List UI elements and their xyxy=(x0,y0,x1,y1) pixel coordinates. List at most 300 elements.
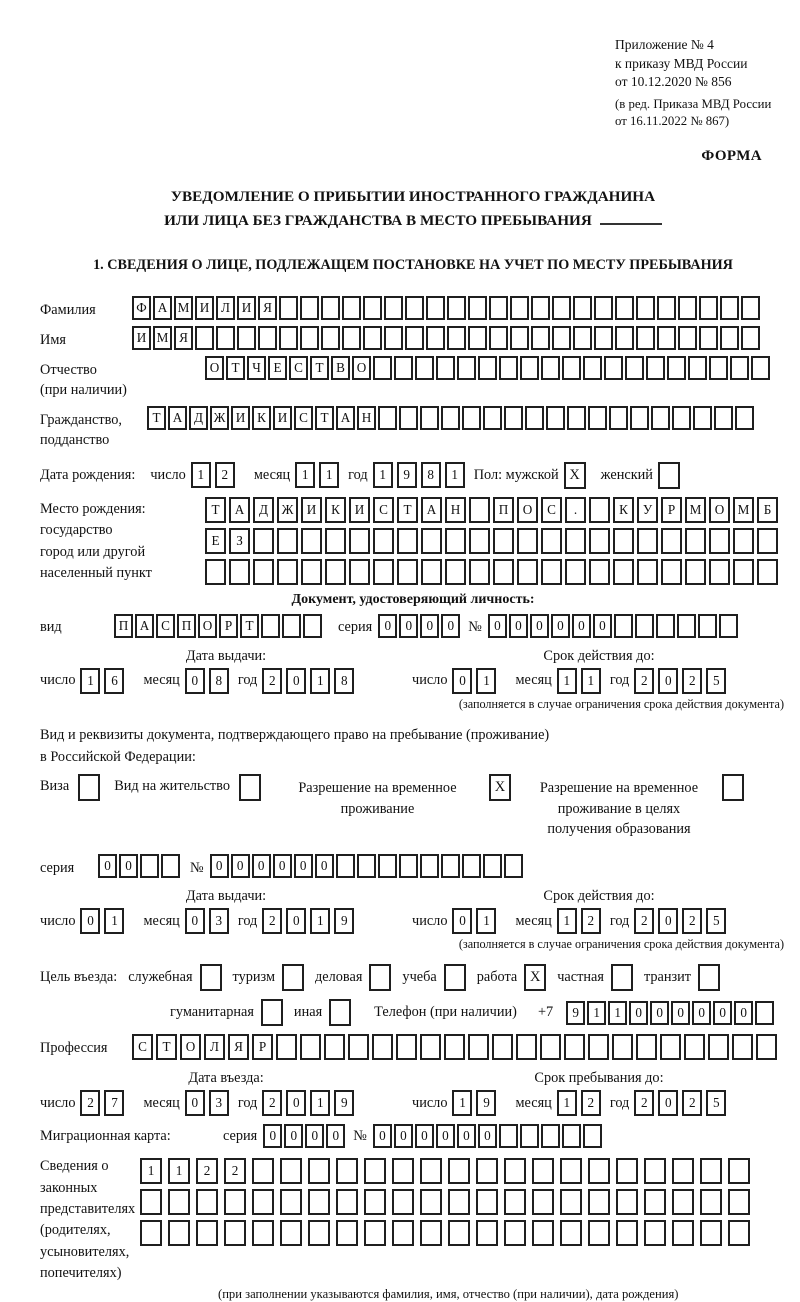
char-box[interactable] xyxy=(657,326,676,350)
char-box[interactable]: П xyxy=(114,614,133,638)
char-box[interactable] xyxy=(733,528,754,554)
char-box[interactable]: К xyxy=(252,406,271,430)
char-box[interactable] xyxy=(348,1034,369,1060)
char-box[interactable] xyxy=(469,559,490,585)
char-box[interactable] xyxy=(698,614,717,638)
char-box[interactable] xyxy=(384,326,403,350)
char-box[interactable] xyxy=(415,356,434,380)
char-box[interactable] xyxy=(728,1189,750,1215)
char-box[interactable]: 0 xyxy=(185,1090,205,1116)
char-box[interactable]: 7 xyxy=(104,1090,124,1116)
char-box[interactable]: Д xyxy=(253,497,274,523)
char-box[interactable]: Е xyxy=(205,528,226,554)
char-box[interactable] xyxy=(253,528,274,554)
char-box[interactable] xyxy=(445,559,466,585)
char-box[interactable] xyxy=(735,406,754,430)
char-box[interactable] xyxy=(636,296,655,320)
char-box[interactable] xyxy=(708,1034,729,1060)
char-box[interactable] xyxy=(504,1220,526,1246)
char-box[interactable] xyxy=(564,1034,585,1060)
char-box[interactable]: Д xyxy=(189,406,208,430)
char-box[interactable] xyxy=(493,559,514,585)
char-box[interactable] xyxy=(447,326,466,350)
char-box[interactable] xyxy=(441,406,460,430)
char-box[interactable] xyxy=(700,1220,722,1246)
char-box[interactable] xyxy=(589,559,610,585)
char-box[interactable] xyxy=(448,1220,470,1246)
char-box[interactable] xyxy=(301,528,322,554)
char-box[interactable]: 0 xyxy=(713,1001,732,1025)
char-box[interactable] xyxy=(567,406,586,430)
char-box[interactable]: 0 xyxy=(119,854,138,878)
char-box[interactable] xyxy=(405,296,424,320)
char-box[interactable] xyxy=(258,326,277,350)
char-box[interactable]: Р xyxy=(252,1034,273,1060)
char-box[interactable] xyxy=(373,356,392,380)
char-box[interactable] xyxy=(373,528,394,554)
char-box[interactable] xyxy=(709,528,730,554)
char-box[interactable] xyxy=(510,296,529,320)
char-box[interactable] xyxy=(588,1158,610,1184)
char-box[interactable]: 2 xyxy=(262,908,282,934)
purpose-business-checkbox[interactable] xyxy=(369,964,391,991)
char-box[interactable] xyxy=(667,356,686,380)
char-box[interactable] xyxy=(325,528,346,554)
char-box[interactable]: 0 xyxy=(315,854,334,878)
purpose-official-checkbox[interactable] xyxy=(200,964,222,991)
char-box[interactable]: 9 xyxy=(334,908,354,934)
char-box[interactable] xyxy=(589,528,610,554)
char-box[interactable] xyxy=(397,528,418,554)
char-box[interactable] xyxy=(392,1220,414,1246)
char-box[interactable] xyxy=(303,614,322,638)
char-box[interactable] xyxy=(421,559,442,585)
char-box[interactable]: А xyxy=(168,406,187,430)
char-box[interactable]: С xyxy=(289,356,308,380)
char-box[interactable] xyxy=(672,1158,694,1184)
char-box[interactable]: 8 xyxy=(421,462,441,488)
char-box[interactable] xyxy=(720,296,739,320)
purpose-transit-checkbox[interactable] xyxy=(698,964,720,991)
char-box[interactable]: С xyxy=(541,497,562,523)
char-box[interactable] xyxy=(364,1220,386,1246)
char-box[interactable] xyxy=(644,1220,666,1246)
char-box[interactable] xyxy=(321,326,340,350)
char-box[interactable]: И xyxy=(132,326,151,350)
char-box[interactable]: 1 xyxy=(373,462,393,488)
char-box[interactable]: 0 xyxy=(551,614,570,638)
char-box[interactable] xyxy=(363,296,382,320)
char-box[interactable]: М xyxy=(153,326,172,350)
char-box[interactable] xyxy=(583,1124,602,1148)
char-box[interactable] xyxy=(342,296,361,320)
gender-female-checkbox[interactable] xyxy=(658,462,680,489)
char-box[interactable]: 0 xyxy=(373,1124,392,1148)
char-box[interactable] xyxy=(719,614,738,638)
char-box[interactable]: О xyxy=(205,356,224,380)
char-box[interactable] xyxy=(565,559,586,585)
char-box[interactable] xyxy=(462,406,481,430)
char-box[interactable]: М xyxy=(685,497,706,523)
char-box[interactable] xyxy=(510,326,529,350)
char-box[interactable] xyxy=(378,854,397,878)
char-box[interactable] xyxy=(531,296,550,320)
char-box[interactable]: 0 xyxy=(286,1090,306,1116)
purpose-humanitarian-checkbox[interactable] xyxy=(261,999,283,1026)
char-box[interactable]: 0 xyxy=(452,668,472,694)
char-box[interactable] xyxy=(588,406,607,430)
char-box[interactable] xyxy=(364,1189,386,1215)
char-box[interactable] xyxy=(656,614,675,638)
char-box[interactable] xyxy=(280,1158,302,1184)
char-box[interactable]: 0 xyxy=(488,614,507,638)
char-box[interactable]: Т xyxy=(397,497,418,523)
char-box[interactable]: Т xyxy=(226,356,245,380)
char-box[interactable]: 1 xyxy=(140,1158,162,1184)
char-box[interactable]: И xyxy=(231,406,250,430)
char-box[interactable] xyxy=(541,1124,560,1148)
char-box[interactable] xyxy=(396,1034,417,1060)
char-box[interactable] xyxy=(468,326,487,350)
char-box[interactable] xyxy=(757,528,778,554)
char-box[interactable] xyxy=(672,406,691,430)
char-box[interactable] xyxy=(392,1158,414,1184)
char-box[interactable]: Л xyxy=(216,296,235,320)
char-box[interactable]: 0 xyxy=(692,1001,711,1025)
char-box[interactable] xyxy=(531,326,550,350)
char-box[interactable] xyxy=(562,356,581,380)
char-box[interactable] xyxy=(229,559,250,585)
char-box[interactable] xyxy=(140,1189,162,1215)
char-box[interactable]: 0 xyxy=(286,668,306,694)
char-box[interactable]: 1 xyxy=(310,908,330,934)
char-box[interactable]: И xyxy=(349,497,370,523)
char-box[interactable] xyxy=(615,326,634,350)
char-box[interactable] xyxy=(349,528,370,554)
char-box[interactable] xyxy=(560,1158,582,1184)
char-box[interactable] xyxy=(504,1189,526,1215)
char-box[interactable] xyxy=(589,497,610,523)
char-box[interactable] xyxy=(565,528,586,554)
char-box[interactable] xyxy=(342,326,361,350)
char-box[interactable]: 1 xyxy=(476,908,496,934)
char-box[interactable] xyxy=(757,559,778,585)
char-box[interactable] xyxy=(684,1034,705,1060)
char-box[interactable]: 0 xyxy=(399,614,418,638)
char-box[interactable] xyxy=(489,326,508,350)
char-box[interactable] xyxy=(751,356,770,380)
char-box[interactable]: 0 xyxy=(734,1001,753,1025)
char-box[interactable]: 0 xyxy=(658,668,678,694)
char-box[interactable]: 0 xyxy=(452,908,472,934)
char-box[interactable]: 1 xyxy=(104,908,124,934)
char-box[interactable]: О xyxy=(352,356,371,380)
char-box[interactable] xyxy=(378,406,397,430)
char-box[interactable] xyxy=(573,296,592,320)
char-box[interactable]: М xyxy=(174,296,193,320)
char-box[interactable] xyxy=(532,1220,554,1246)
char-box[interactable]: 2 xyxy=(682,668,702,694)
char-box[interactable]: 0 xyxy=(326,1124,345,1148)
char-box[interactable] xyxy=(441,854,460,878)
char-box[interactable] xyxy=(613,559,634,585)
char-box[interactable] xyxy=(709,559,730,585)
char-box[interactable] xyxy=(728,1220,750,1246)
char-box[interactable]: 0 xyxy=(509,614,528,638)
char-box[interactable]: 0 xyxy=(650,1001,669,1025)
char-box[interactable] xyxy=(445,528,466,554)
char-box[interactable] xyxy=(426,296,445,320)
char-box[interactable]: Т xyxy=(205,497,226,523)
char-box[interactable] xyxy=(308,1158,330,1184)
char-box[interactable]: 0 xyxy=(98,854,117,878)
char-box[interactable] xyxy=(678,296,697,320)
char-box[interactable] xyxy=(468,1034,489,1060)
char-box[interactable]: З xyxy=(229,528,250,554)
char-box[interactable]: 1 xyxy=(319,462,339,488)
char-box[interactable]: У xyxy=(637,497,658,523)
char-box[interactable] xyxy=(616,1158,638,1184)
char-box[interactable]: 0 xyxy=(263,1124,282,1148)
char-box[interactable]: О xyxy=(180,1034,201,1060)
char-box[interactable] xyxy=(609,406,628,430)
char-box[interactable]: 1 xyxy=(557,1090,577,1116)
char-box[interactable] xyxy=(661,528,682,554)
char-box[interactable]: 2 xyxy=(262,668,282,694)
char-box[interactable] xyxy=(349,559,370,585)
char-box[interactable]: 2 xyxy=(634,908,654,934)
char-box[interactable]: 0 xyxy=(671,1001,690,1025)
char-box[interactable] xyxy=(140,1220,162,1246)
char-box[interactable] xyxy=(636,1034,657,1060)
char-box[interactable] xyxy=(300,1034,321,1060)
char-box[interactable]: 0 xyxy=(436,1124,455,1148)
char-box[interactable]: 2 xyxy=(682,908,702,934)
char-box[interactable] xyxy=(552,296,571,320)
char-box[interactable] xyxy=(336,1220,358,1246)
char-box[interactable] xyxy=(468,296,487,320)
char-box[interactable]: Н xyxy=(445,497,466,523)
char-box[interactable] xyxy=(755,1001,774,1025)
char-box[interactable]: 1 xyxy=(310,668,330,694)
char-box[interactable] xyxy=(397,559,418,585)
char-box[interactable] xyxy=(604,356,623,380)
char-box[interactable]: А xyxy=(421,497,442,523)
char-box[interactable] xyxy=(635,614,654,638)
char-box[interactable] xyxy=(660,1034,681,1060)
char-box[interactable]: 0 xyxy=(286,908,306,934)
char-box[interactable]: 2 xyxy=(682,1090,702,1116)
char-box[interactable] xyxy=(728,1158,750,1184)
char-box[interactable] xyxy=(168,1189,190,1215)
char-box[interactable]: 2 xyxy=(224,1158,246,1184)
char-box[interactable] xyxy=(364,1158,386,1184)
char-box[interactable] xyxy=(421,528,442,554)
char-box[interactable]: 0 xyxy=(231,854,250,878)
char-box[interactable]: Р xyxy=(219,614,238,638)
char-box[interactable] xyxy=(720,326,739,350)
char-box[interactable]: 8 xyxy=(209,668,229,694)
char-box[interactable]: К xyxy=(325,497,346,523)
char-box[interactable] xyxy=(447,296,466,320)
char-box[interactable] xyxy=(613,528,634,554)
char-box[interactable] xyxy=(168,1220,190,1246)
char-box[interactable]: К xyxy=(613,497,634,523)
char-box[interactable] xyxy=(637,528,658,554)
char-box[interactable] xyxy=(300,296,319,320)
char-box[interactable] xyxy=(308,1220,330,1246)
char-box[interactable] xyxy=(457,356,476,380)
char-box[interactable] xyxy=(594,296,613,320)
char-box[interactable] xyxy=(489,296,508,320)
char-box[interactable] xyxy=(525,406,544,430)
char-box[interactable] xyxy=(280,1189,302,1215)
char-box[interactable]: 1 xyxy=(452,1090,472,1116)
char-box[interactable]: 0 xyxy=(530,614,549,638)
char-box[interactable] xyxy=(448,1158,470,1184)
char-box[interactable] xyxy=(300,326,319,350)
char-box[interactable] xyxy=(476,1158,498,1184)
char-box[interactable]: Ж xyxy=(277,497,298,523)
char-box[interactable] xyxy=(552,326,571,350)
char-box[interactable] xyxy=(541,528,562,554)
char-box[interactable]: О xyxy=(517,497,538,523)
char-box[interactable]: 2 xyxy=(262,1090,282,1116)
char-box[interactable] xyxy=(699,326,718,350)
char-box[interactable] xyxy=(625,356,644,380)
char-box[interactable]: 1 xyxy=(581,668,601,694)
char-box[interactable] xyxy=(730,356,749,380)
char-box[interactable] xyxy=(420,406,439,430)
char-box[interactable]: Т xyxy=(156,1034,177,1060)
char-box[interactable] xyxy=(252,1158,274,1184)
visa-checkbox[interactable] xyxy=(78,774,100,801)
char-box[interactable] xyxy=(693,406,712,430)
char-box[interactable]: Т xyxy=(315,406,334,430)
purpose-work-checkbox[interactable]: X xyxy=(524,964,546,991)
char-box[interactable]: 9 xyxy=(397,462,417,488)
char-box[interactable]: 0 xyxy=(80,908,100,934)
char-box[interactable]: 3 xyxy=(209,908,229,934)
char-box[interactable]: Т xyxy=(240,614,259,638)
char-box[interactable]: 1 xyxy=(168,1158,190,1184)
char-box[interactable] xyxy=(195,326,214,350)
char-box[interactable] xyxy=(614,614,633,638)
char-box[interactable]: С xyxy=(132,1034,153,1060)
char-box[interactable]: С xyxy=(373,497,394,523)
char-box[interactable]: Е xyxy=(268,356,287,380)
char-box[interactable] xyxy=(308,1189,330,1215)
char-box[interactable]: А xyxy=(229,497,250,523)
char-box[interactable] xyxy=(657,296,676,320)
char-box[interactable] xyxy=(714,406,733,430)
char-box[interactable] xyxy=(444,1034,465,1060)
char-box[interactable]: Т xyxy=(310,356,329,380)
char-box[interactable] xyxy=(499,1124,518,1148)
char-box[interactable] xyxy=(478,356,497,380)
char-box[interactable]: 0 xyxy=(185,668,205,694)
char-box[interactable] xyxy=(392,1189,414,1215)
char-box[interactable] xyxy=(224,1189,246,1215)
char-box[interactable] xyxy=(732,1034,753,1060)
char-box[interactable] xyxy=(651,406,670,430)
char-box[interactable] xyxy=(462,854,481,878)
char-box[interactable] xyxy=(492,1034,513,1060)
char-box[interactable]: А xyxy=(336,406,355,430)
char-box[interactable]: 0 xyxy=(252,854,271,878)
char-box[interactable] xyxy=(469,528,490,554)
char-box[interactable]: П xyxy=(177,614,196,638)
char-box[interactable] xyxy=(216,326,235,350)
char-box[interactable] xyxy=(644,1189,666,1215)
char-box[interactable] xyxy=(700,1189,722,1215)
char-box[interactable]: 2 xyxy=(634,1090,654,1116)
char-box[interactable] xyxy=(588,1034,609,1060)
char-box[interactable]: . xyxy=(565,497,586,523)
char-box[interactable]: О xyxy=(709,497,730,523)
char-box[interactable]: 0 xyxy=(658,1090,678,1116)
char-box[interactable]: 1 xyxy=(557,908,577,934)
char-box[interactable]: 9 xyxy=(476,1090,496,1116)
char-box[interactable] xyxy=(476,1189,498,1215)
char-box[interactable] xyxy=(357,854,376,878)
char-box[interactable]: 0 xyxy=(572,614,591,638)
char-box[interactable]: 0 xyxy=(273,854,292,878)
char-box[interactable] xyxy=(325,559,346,585)
char-box[interactable]: М xyxy=(733,497,754,523)
char-box[interactable] xyxy=(483,854,502,878)
char-box[interactable] xyxy=(741,296,760,320)
char-box[interactable] xyxy=(504,406,523,430)
char-box[interactable] xyxy=(756,1034,777,1060)
char-box[interactable] xyxy=(499,356,518,380)
char-box[interactable] xyxy=(420,1189,442,1215)
char-box[interactable] xyxy=(336,1158,358,1184)
char-box[interactable] xyxy=(532,1158,554,1184)
char-box[interactable]: 0 xyxy=(210,854,229,878)
char-box[interactable] xyxy=(277,528,298,554)
purpose-private-checkbox[interactable] xyxy=(611,964,633,991)
char-box[interactable] xyxy=(517,559,538,585)
char-box[interactable] xyxy=(573,326,592,350)
char-box[interactable]: Ч xyxy=(247,356,266,380)
char-box[interactable] xyxy=(196,1220,218,1246)
char-box[interactable] xyxy=(646,356,665,380)
char-box[interactable] xyxy=(588,1189,610,1215)
char-box[interactable] xyxy=(394,356,413,380)
char-box[interactable] xyxy=(541,559,562,585)
char-box[interactable]: С xyxy=(294,406,313,430)
char-box[interactable]: 1 xyxy=(445,462,465,488)
char-box[interactable] xyxy=(594,326,613,350)
temp-residence-education-checkbox[interactable] xyxy=(722,774,744,801)
char-box[interactable] xyxy=(372,1034,393,1060)
char-box[interactable] xyxy=(532,1189,554,1215)
char-box[interactable] xyxy=(546,406,565,430)
char-box[interactable] xyxy=(336,1189,358,1215)
char-box[interactable] xyxy=(516,1034,537,1060)
char-box[interactable]: 0 xyxy=(305,1124,324,1148)
char-box[interactable]: 1 xyxy=(608,1001,627,1025)
char-box[interactable]: 6 xyxy=(104,668,124,694)
char-box[interactable] xyxy=(700,1158,722,1184)
char-box[interactable]: 0 xyxy=(284,1124,303,1148)
char-box[interactable]: И xyxy=(273,406,292,430)
char-box[interactable]: 0 xyxy=(420,614,439,638)
char-box[interactable] xyxy=(196,1189,218,1215)
char-box[interactable]: Я xyxy=(174,326,193,350)
char-box[interactable]: 1 xyxy=(310,1090,330,1116)
